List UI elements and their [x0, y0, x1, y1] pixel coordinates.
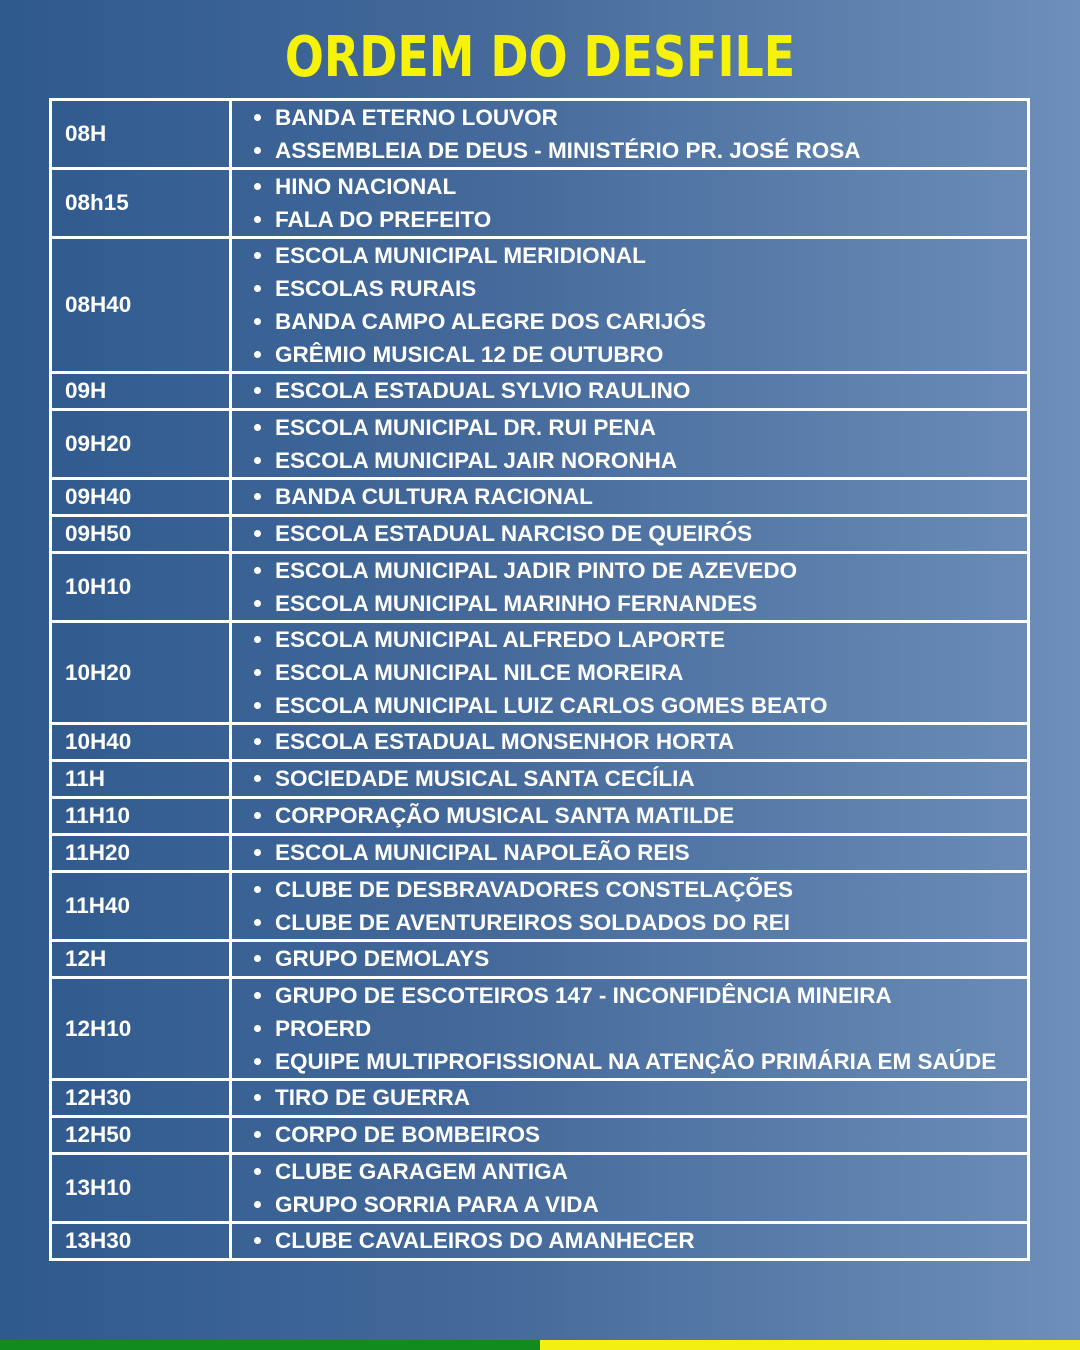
event-label: GRÊMIO MUSICAL 12 DE OUTUBRO [275, 342, 664, 367]
events-cell [231, 761, 1029, 798]
time-cell: 09H [51, 373, 231, 410]
bullet-icon [254, 738, 261, 745]
bullet-icon [254, 457, 261, 464]
time-cell: 11H [51, 761, 231, 798]
event-label: ESCOLA MUNICIPAL MARINHO FERNANDES [275, 591, 758, 616]
bullet-icon [254, 1131, 261, 1138]
time-cell: 08H40 [51, 238, 231, 373]
events-cell [231, 724, 1029, 761]
time-cell: 11H10 [51, 798, 231, 835]
events-cell [231, 373, 1029, 410]
event-label: CLUBE GARAGEM ANTIGA [275, 1159, 568, 1184]
schedule-row [51, 761, 1029, 798]
bullet-icon [254, 1201, 261, 1208]
schedule-row [51, 373, 1029, 410]
bullet-icon [254, 812, 261, 819]
event-label: CORPORAÇÃO MUSICAL SANTA MATILDE [275, 803, 735, 828]
event-label: ESCOLA ESTADUAL NARCISO DE QUEIRÓS [275, 521, 753, 546]
event-label: TIRO DE GUERRA [275, 1085, 471, 1110]
schedule-row [51, 872, 1029, 941]
flag-stripe-green [0, 1340, 540, 1350]
event-item [254, 906, 1027, 939]
event-label: EQUIPE MULTIPROFISSIONAL NA ATENÇÃO PRIMÁRIA EM SAÚDE [275, 1049, 997, 1074]
event-label: PROERD [275, 1016, 372, 1041]
event-label: CLUBE DE AVENTUREIROS SOLDADOS DO REI [275, 910, 791, 935]
event-item [254, 272, 1027, 305]
time-cell: 13H10 [51, 1154, 231, 1223]
bullet-icon [254, 775, 261, 782]
bullet-icon [254, 493, 261, 500]
bullet-icon [254, 669, 261, 676]
events-cell [231, 1154, 1029, 1223]
event-list [254, 942, 1027, 976]
bullet-icon [254, 955, 261, 962]
bullet-icon [254, 886, 261, 893]
event-list [254, 979, 1027, 1078]
event-item [254, 411, 1027, 444]
time-cell: 09H40 [51, 479, 231, 516]
event-item [254, 942, 1027, 976]
bullet-icon [254, 702, 261, 709]
events-cell [231, 238, 1029, 373]
event-label: GRUPO SORRIA PARA A VIDA [275, 1192, 599, 1217]
schedule-row [51, 1223, 1029, 1260]
event-list [254, 623, 1027, 722]
bullet-icon [254, 114, 261, 121]
schedule-row [51, 100, 1029, 169]
event-label: ESCOLAS RURAIS [275, 276, 477, 301]
page-title: ORDEM DO DESFILE [284, 25, 796, 90]
schedule-row [51, 169, 1029, 238]
bullet-icon [254, 387, 261, 394]
event-list [254, 101, 1027, 167]
event-list [254, 725, 1027, 759]
event-list [254, 1118, 1027, 1152]
event-item [254, 656, 1027, 689]
events-cell [231, 516, 1029, 553]
event-item [254, 203, 1027, 236]
bullet-icon [254, 919, 261, 926]
event-item [254, 517, 1027, 551]
event-item [254, 623, 1027, 656]
bullet-icon [254, 849, 261, 856]
time-cell: 13H30 [51, 1223, 231, 1260]
time-cell: 10H10 [51, 553, 231, 622]
bullet-icon [254, 567, 261, 574]
bullet-icon [254, 530, 261, 537]
event-item [254, 587, 1027, 620]
event-label: ESCOLA ESTADUAL MONSENHOR HORTA [275, 729, 735, 754]
bullet-icon [254, 252, 261, 259]
bullet-icon [254, 183, 261, 190]
event-label: ESCOLA MUNICIPAL ALFREDO LAPORTE [275, 627, 725, 652]
schedule-row [51, 479, 1029, 516]
event-label: HINO NACIONAL [275, 174, 457, 199]
time-cell: 10H40 [51, 724, 231, 761]
event-label: ESCOLA MUNICIPAL JADIR PINTO DE AZEVEDO [275, 558, 798, 583]
event-label: FALA DO PREFEITO [275, 207, 492, 232]
event-item [254, 799, 1027, 833]
events-cell [231, 835, 1029, 872]
bullet-icon [254, 1168, 261, 1175]
event-item [254, 554, 1027, 587]
event-list [254, 762, 1027, 796]
event-item [254, 239, 1027, 272]
time-cell: 09H20 [51, 410, 231, 479]
event-list [254, 480, 1027, 514]
schedule-row [51, 978, 1029, 1080]
time-cell: 11H20 [51, 835, 231, 872]
event-item [254, 444, 1027, 477]
bullet-icon [254, 318, 261, 325]
event-label: GRUPO DE ESCOTEIROS 147 - INCONFIDÊNCIA MINEIRA [275, 983, 892, 1008]
event-item [254, 338, 1027, 371]
event-list [254, 1081, 1027, 1115]
event-item [254, 374, 1027, 408]
time-cell: 11H40 [51, 872, 231, 941]
events-cell [231, 941, 1029, 978]
event-item [254, 836, 1027, 870]
schedule-row [51, 1154, 1029, 1223]
event-item [254, 480, 1027, 514]
event-label: ESCOLA MUNICIPAL DR. RUI PENA [275, 415, 656, 440]
event-list [254, 836, 1027, 870]
events-cell [231, 169, 1029, 238]
events-cell [231, 100, 1029, 169]
event-label: ESCOLA ESTADUAL SYLVIO RAULINO [275, 378, 691, 403]
bullet-icon [254, 351, 261, 358]
schedule-row [51, 553, 1029, 622]
event-item [254, 134, 1027, 167]
event-label: BANDA CULTURA RACIONAL [275, 484, 593, 509]
schedule-table [49, 98, 1030, 1261]
event-item [254, 873, 1027, 906]
schedule-row [51, 798, 1029, 835]
flag-stripe-yellow [540, 1340, 1080, 1350]
time-cell: 08h15 [51, 169, 231, 238]
bullet-icon [254, 1094, 261, 1101]
events-cell [231, 978, 1029, 1080]
events-cell [231, 622, 1029, 724]
events-cell [231, 479, 1029, 516]
event-label: GRUPO DEMOLAYS [275, 946, 490, 971]
time-cell: 12H30 [51, 1080, 231, 1117]
bullet-icon [254, 1058, 261, 1065]
events-cell [231, 1080, 1029, 1117]
bullet-icon [254, 216, 261, 223]
time-cell: 08H [51, 100, 231, 169]
events-cell [231, 1117, 1029, 1154]
event-item [254, 1118, 1027, 1152]
bullet-icon [254, 600, 261, 607]
event-list [254, 554, 1027, 620]
event-label: ESCOLA MUNICIPAL NILCE MOREIRA [275, 660, 684, 685]
event-item [254, 305, 1027, 338]
event-label: CLUBE CAVALEIROS DO AMANHECER [275, 1228, 695, 1253]
event-item [254, 1012, 1027, 1045]
event-list [254, 1224, 1027, 1258]
time-cell: 12H50 [51, 1117, 231, 1154]
event-list [254, 1155, 1027, 1221]
event-label: SOCIEDADE MUSICAL SANTA CECÍLIA [275, 766, 695, 791]
event-item [254, 1045, 1027, 1078]
event-item [254, 1224, 1027, 1258]
schedule-row [51, 410, 1029, 479]
event-list [254, 170, 1027, 236]
event-list [254, 239, 1027, 371]
schedule-row [51, 941, 1029, 978]
schedule-row [51, 238, 1029, 373]
schedule-row [51, 1080, 1029, 1117]
events-cell [231, 798, 1029, 835]
event-list [254, 873, 1027, 939]
events-cell [231, 553, 1029, 622]
time-cell: 12H10 [51, 978, 231, 1080]
bullet-icon [254, 1025, 261, 1032]
event-list [254, 517, 1027, 551]
event-list [254, 799, 1027, 833]
time-cell: 10H20 [51, 622, 231, 724]
event-label: CLUBE DE DESBRAVADORES CONSTELAÇÕES [275, 877, 793, 902]
event-label: ASSEMBLEIA DE DEUS - MINISTÉRIO PR. JOSÉ ROSA [275, 138, 861, 163]
events-cell [231, 872, 1029, 941]
bullet-icon [254, 147, 261, 154]
event-item [254, 762, 1027, 796]
bullet-icon [254, 1237, 261, 1244]
schedule-row [51, 622, 1029, 724]
event-item [254, 1081, 1027, 1115]
schedule-row [51, 1117, 1029, 1154]
schedule-row [51, 835, 1029, 872]
bullet-icon [254, 636, 261, 643]
bullet-icon [254, 992, 261, 999]
schedule-table-body [51, 100, 1029, 1260]
event-label: ESCOLA MUNICIPAL NAPOLEÃO REIS [275, 840, 690, 865]
event-label: ESCOLA MUNICIPAL JAIR NORONHA [275, 448, 678, 473]
events-cell [231, 410, 1029, 479]
event-label: ESCOLA MUNICIPAL LUIZ CARLOS GOMES BEATO [275, 693, 828, 718]
bullet-icon [254, 285, 261, 292]
event-item [254, 101, 1027, 134]
event-item [254, 1188, 1027, 1221]
event-item [254, 725, 1027, 759]
event-label: BANDA ETERNO LOUVOR [275, 105, 558, 130]
event-label: BANDA CAMPO ALEGRE DOS CARIJÓS [275, 309, 706, 334]
event-item [254, 1155, 1027, 1188]
time-cell: 09H50 [51, 516, 231, 553]
events-cell [231, 1223, 1029, 1260]
schedule-row [51, 724, 1029, 761]
bullet-icon [254, 424, 261, 431]
event-item [254, 170, 1027, 203]
event-label: ESCOLA MUNICIPAL MERIDIONAL [275, 243, 646, 268]
schedule-row [51, 516, 1029, 553]
event-list [254, 374, 1027, 408]
event-item [254, 689, 1027, 722]
event-list [254, 411, 1027, 477]
time-cell: 12H [51, 941, 231, 978]
event-item [254, 979, 1027, 1012]
event-label: CORPO DE BOMBEIROS [275, 1122, 541, 1147]
